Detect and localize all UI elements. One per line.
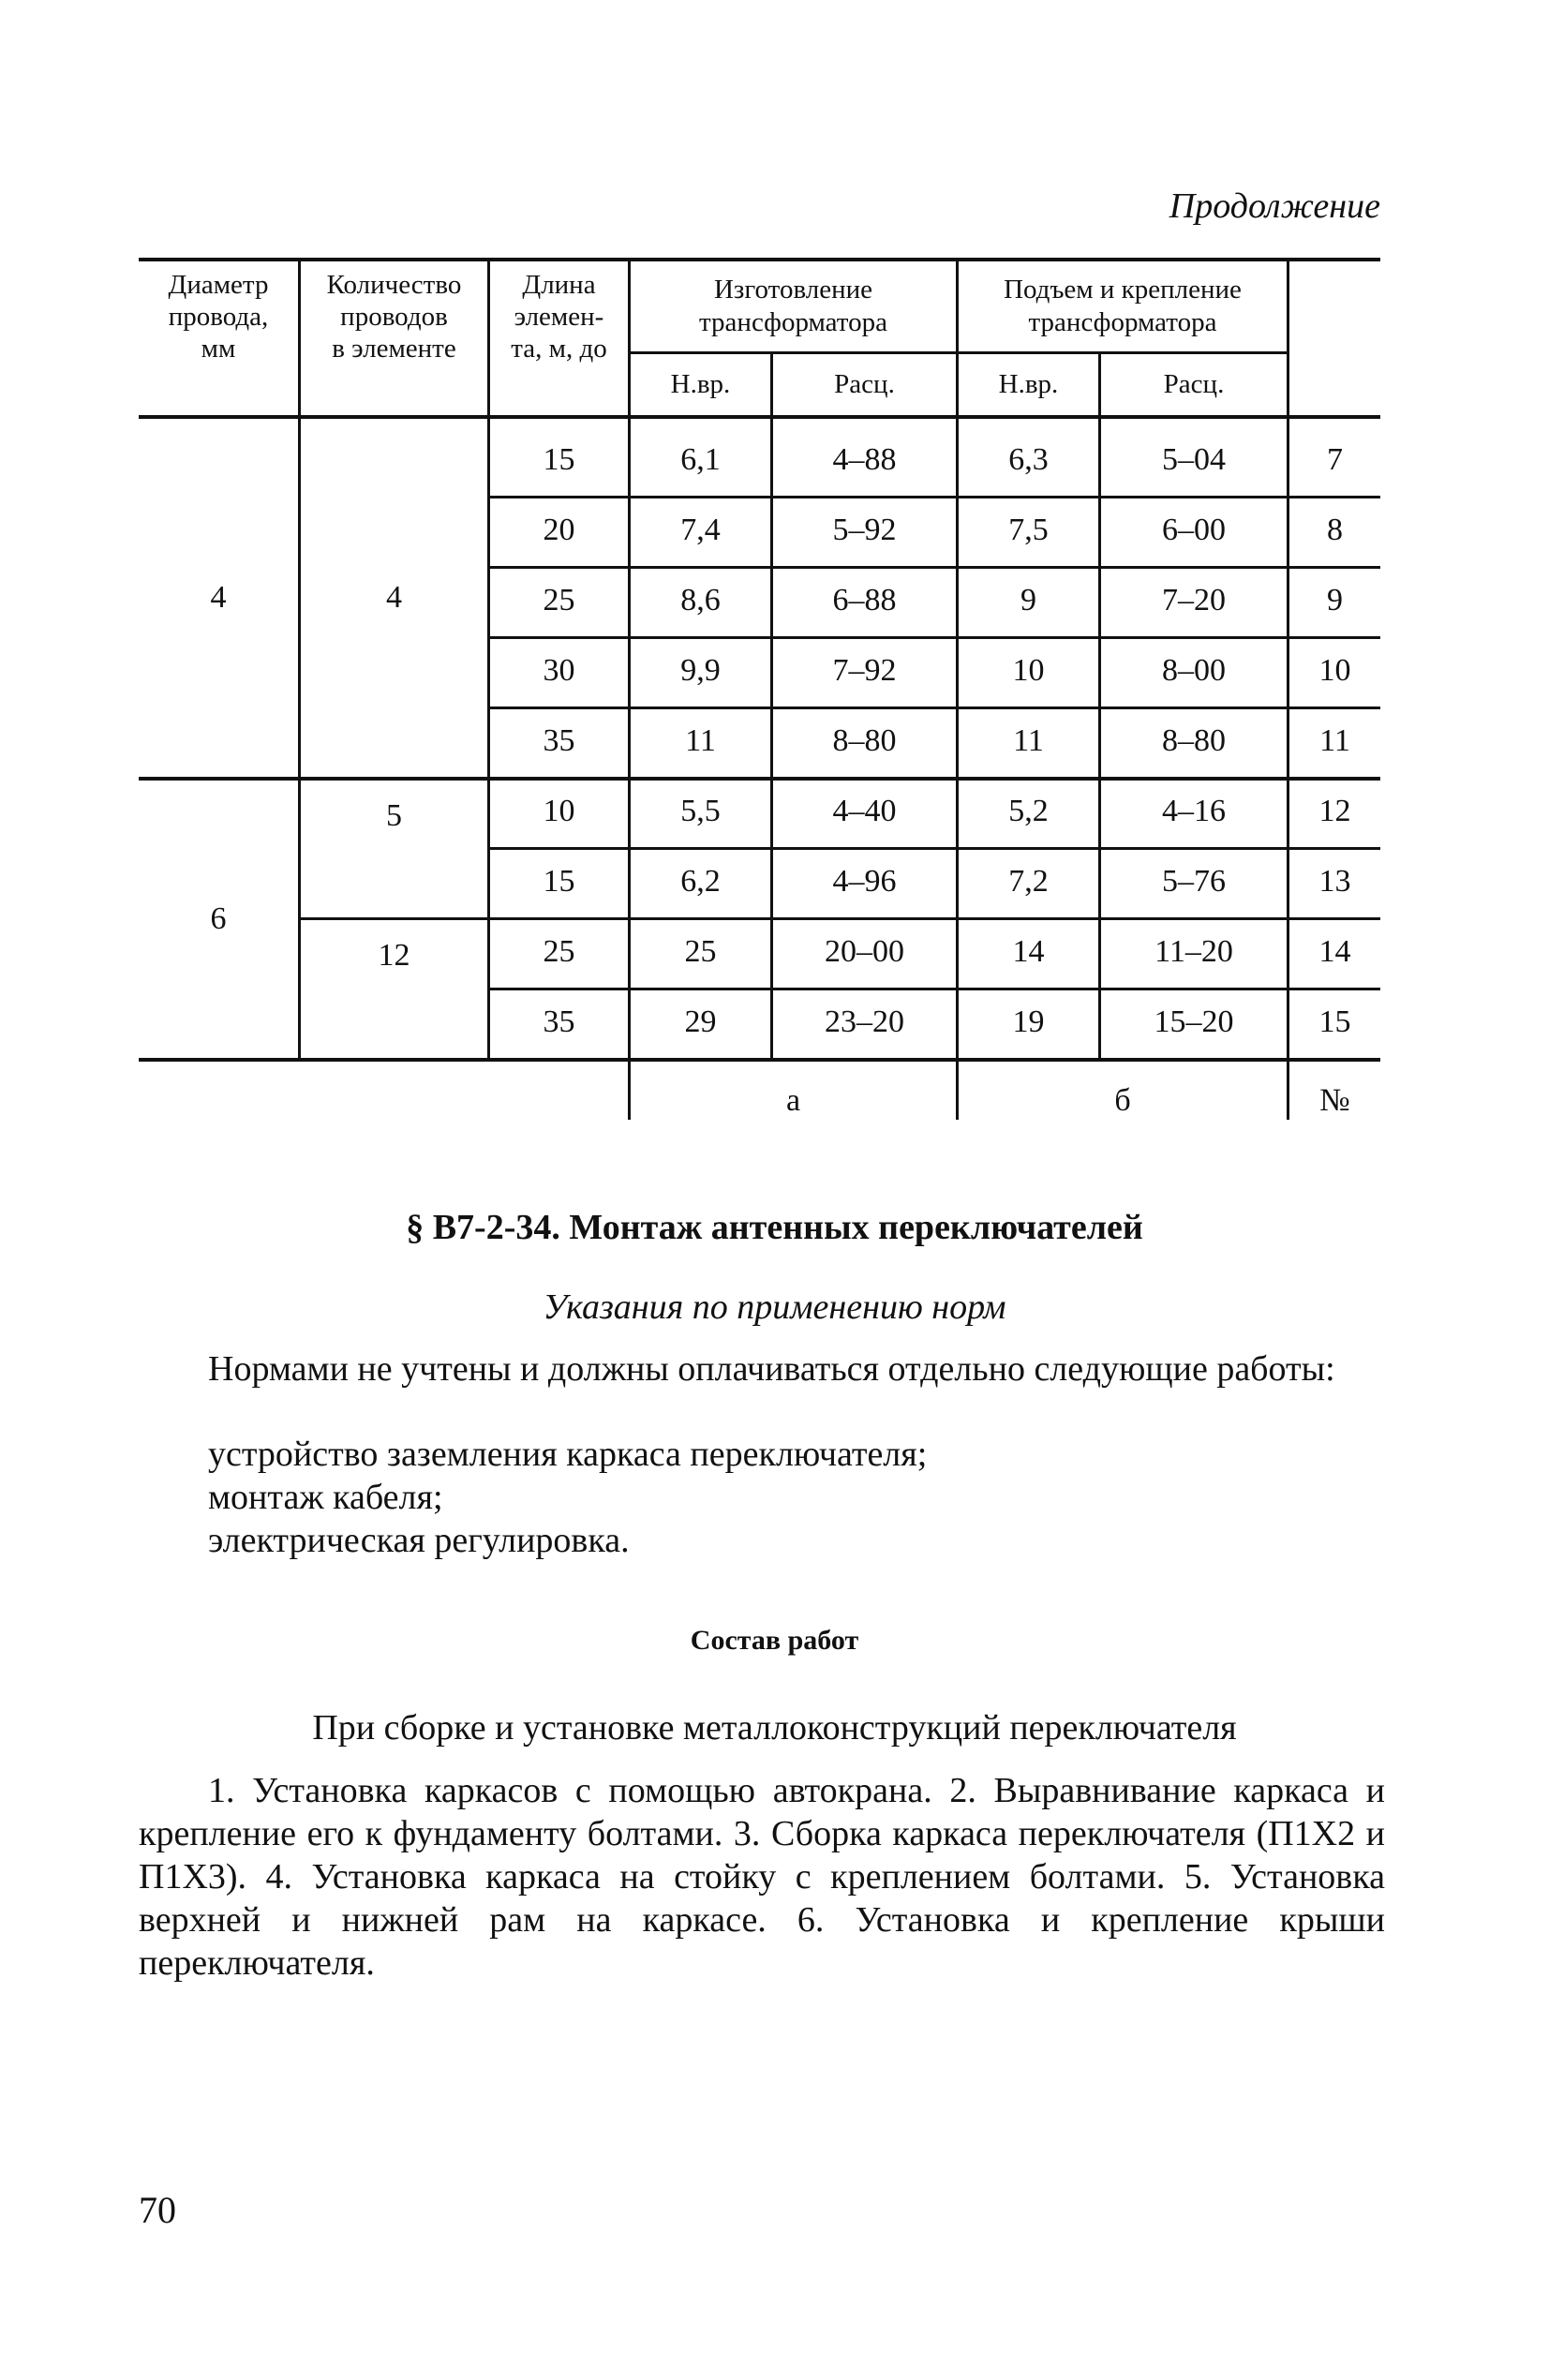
group-diameter-6: 6	[210, 901, 227, 937]
cell-rasc1: 6–88	[832, 582, 897, 617]
cell-nvr2: 11	[1013, 722, 1044, 758]
composition-title: Состав работ	[690, 1625, 859, 1656]
header-diameter: Диаметр провода, мм	[168, 269, 269, 364]
cell-length: 15	[543, 441, 575, 477]
continuation-label: Продолжение	[1169, 186, 1380, 226]
cell-rasc1: 8–80	[832, 722, 897, 758]
group-diameter-4: 4	[210, 580, 227, 616]
cell-nvr2: 19	[1012, 1004, 1045, 1039]
cell-rasc2: 8–80	[1162, 722, 1226, 758]
header-nvr-lift: Н.вр.	[998, 369, 1059, 400]
cell-rasc2: 7–20	[1162, 582, 1226, 617]
cell-nvr1: 6,1	[680, 441, 721, 477]
cell-nvr1: 9,9	[680, 652, 721, 688]
cell-length: 35	[543, 722, 575, 758]
cell-num: 10	[1318, 652, 1351, 688]
section-title: § В7-2-34. Монтаж антенных переключателей	[406, 1208, 1143, 1247]
header-lift: Подъем и крепление трансформатора	[1004, 275, 1242, 337]
section-subtitle: Указания по применению норм	[543, 1287, 1006, 1327]
cell-length: 25	[543, 933, 575, 969]
cell-rasc2: 11–20	[1154, 933, 1233, 969]
cell-nvr2: 6,3	[1008, 441, 1049, 477]
cell-nvr2: 7,5	[1008, 512, 1049, 547]
cell-length: 10	[543, 793, 575, 828]
cell-rasc1: 23–20	[825, 1004, 904, 1039]
cell-rasc1: 4–88	[832, 441, 897, 477]
cell-num: 8	[1327, 512, 1343, 547]
cell-num: 15	[1318, 1004, 1351, 1039]
cell-length: 30	[543, 652, 575, 688]
cell-rasc1: 4–40	[832, 793, 897, 828]
cell-nvr2: 9	[1020, 582, 1036, 617]
header-element-length: Длина элемен- та, м, до	[511, 269, 607, 364]
cell-nvr1: 25	[684, 933, 717, 969]
cell-length: 35	[543, 1004, 575, 1039]
cell-nvr1: 6,2	[680, 863, 721, 899]
cell-length: 20	[543, 512, 575, 547]
group-count-12: 12	[378, 937, 410, 973]
group-count-5: 5	[386, 797, 402, 833]
header-nvr-manufacture: Н.вр.	[670, 369, 731, 400]
cell-num: 13	[1318, 863, 1351, 899]
cell-nvr2: 7,2	[1008, 863, 1049, 899]
cell-num: 7	[1327, 441, 1343, 477]
cell-length: 25	[543, 582, 575, 617]
cell-nvr1: 7,4	[680, 512, 721, 547]
footer-col-a: а	[785, 1083, 801, 1119]
cell-rasc1: 4–96	[832, 863, 897, 899]
list-item: монтаж кабеля;	[208, 1478, 443, 1517]
cell-num: 14	[1318, 933, 1351, 969]
cell-rasc2: 15–20	[1154, 1004, 1234, 1039]
cell-length: 15	[543, 863, 575, 899]
footer-col-b: б	[1114, 1083, 1131, 1119]
group-count-4: 4	[386, 580, 402, 616]
cell-rasc2: 4–16	[1162, 793, 1226, 828]
cell-rasc2: 5–76	[1162, 863, 1226, 899]
cell-nvr1: 8,6	[680, 582, 721, 617]
footer-col-num: №	[1319, 1083, 1350, 1119]
header-rasc-manufacture: Расц.	[834, 369, 895, 400]
page-number: 70	[139, 2189, 176, 2231]
header-manufacture: Изготовление трансформатора	[699, 275, 887, 337]
cell-rasc1: 7–92	[832, 652, 897, 688]
steps-paragraph: 1. Установка каркасов с помощью автокрана. 2. Выравнивание каркаса и крепление его к фундаменту болтами. 3. Сборка каркаса переключателя (П1Х2 и П1Х3). 4. Установка каркаса на стойку с креплением болтами. 5. Установка верхней и нижней рам на каркасе. 6. Установка и крепление крыши переключателя.	[139, 1771, 1385, 1983]
cell-rasc1: 20–00	[825, 933, 904, 969]
cell-nvr1: 5,5	[680, 793, 721, 828]
list-item: электрическая регулировка.	[208, 1521, 630, 1560]
intro-paragraph: Нормами не учтены и должны оплачиваться отдельно следующие работы:	[208, 1349, 1335, 1389]
cell-nvr2: 10	[1012, 652, 1045, 688]
cell-num: 12	[1318, 793, 1351, 828]
cell-num: 11	[1319, 722, 1350, 758]
cell-rasc2: 6–00	[1162, 512, 1226, 547]
cell-nvr1: 29	[684, 1004, 717, 1039]
table-bottom-rule	[139, 1058, 1380, 1062]
cell-nvr2: 5,2	[1008, 793, 1049, 828]
header-wire-count: Количество проводов в элементе	[326, 269, 462, 364]
header-rasc-lift: Расц.	[1163, 369, 1225, 400]
cell-nvr1: 11	[685, 722, 716, 758]
cell-rasc2: 5–04	[1162, 441, 1226, 477]
assembly-title: При сборке и установке металлоконструкций переключателя	[312, 1708, 1237, 1748]
list-item: устройство заземления каркаса переключателя;	[208, 1435, 928, 1474]
cell-rasc1: 5–92	[832, 512, 897, 547]
cell-nvr2: 14	[1012, 933, 1045, 969]
cell-num: 9	[1327, 582, 1343, 617]
cell-rasc2: 8–00	[1162, 652, 1226, 688]
